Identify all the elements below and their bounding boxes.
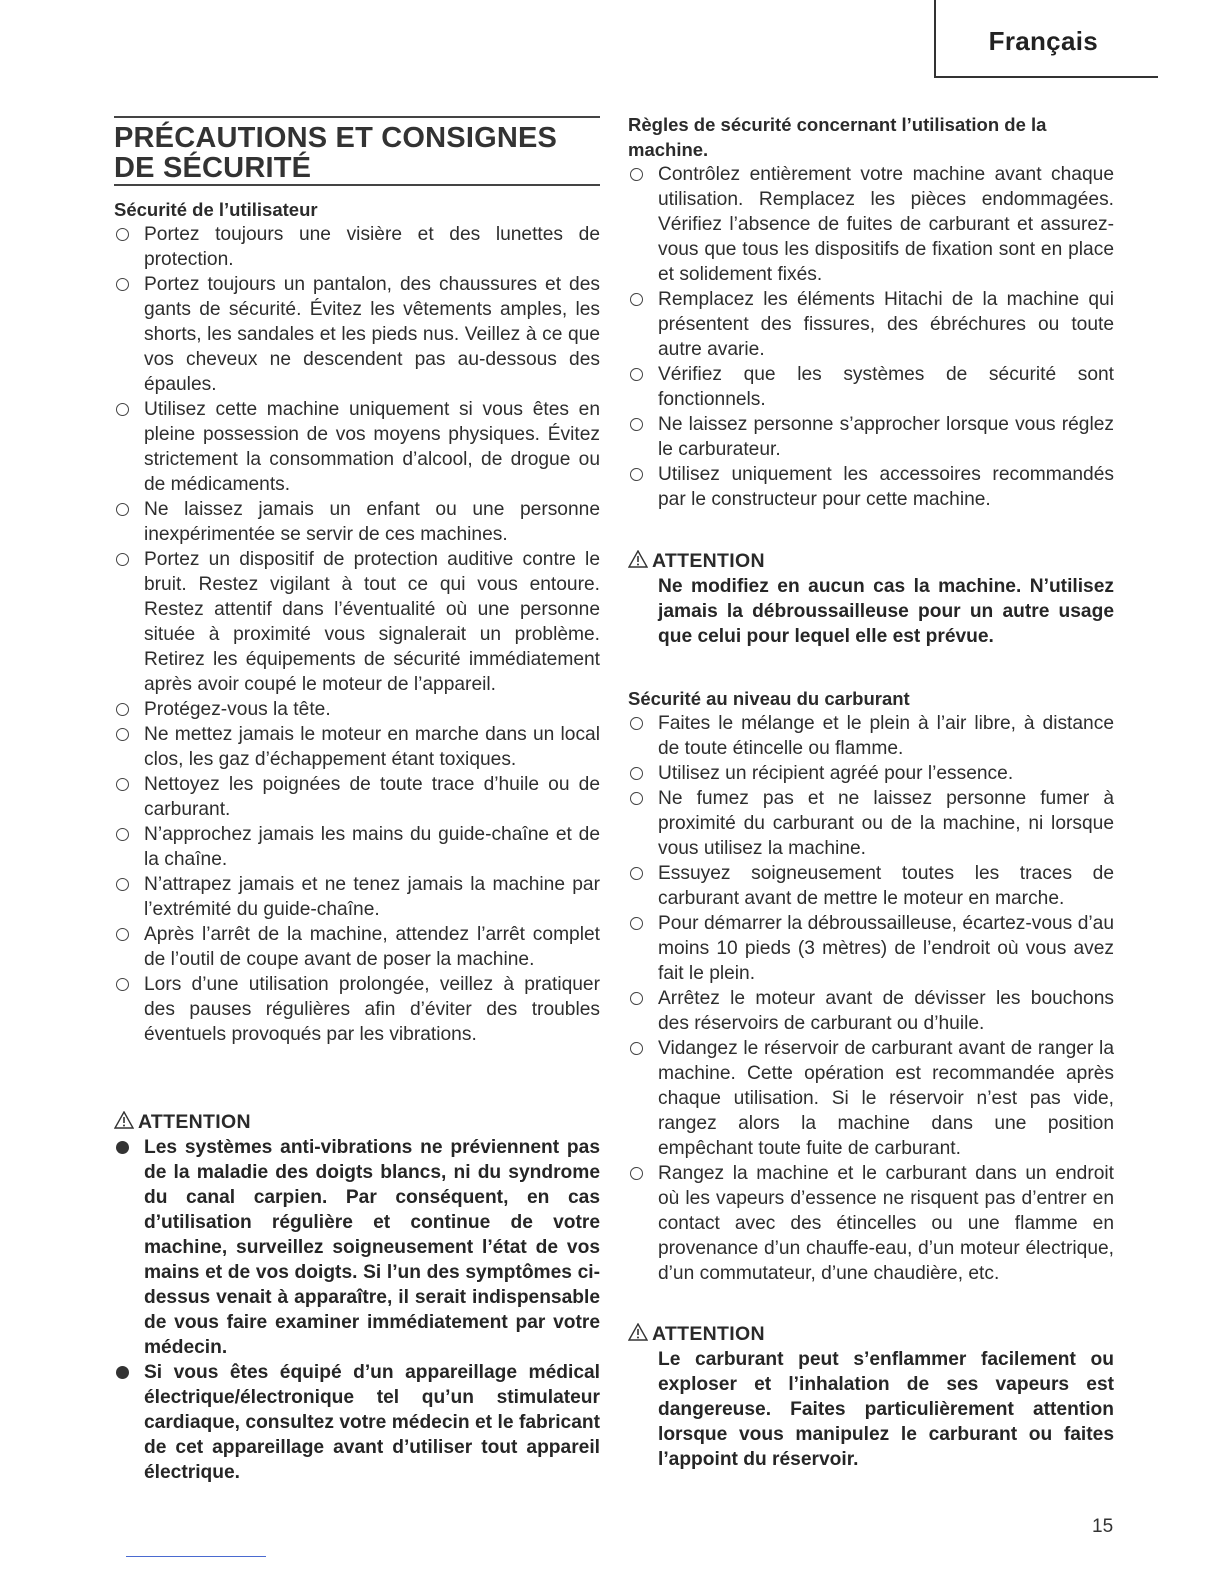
circle-bullet-icon (116, 228, 129, 241)
list-item: Nettoyez les poignées de toute trace d’huile ou de carburant. (114, 772, 600, 822)
circle-bullet-icon (630, 1167, 643, 1180)
warning-triangle-icon (114, 1111, 134, 1129)
circle-bullet-icon (630, 867, 643, 880)
circle-bullet-icon (630, 293, 643, 306)
circle-bullet-icon (630, 792, 643, 805)
warning-triangle-icon (628, 1323, 648, 1341)
list-item: N’attrapez jamais et ne tenez jamais la machine par l’extrémité du guide-chaîne. (114, 872, 600, 922)
language-tab (934, 0, 1158, 78)
circle-bullet-icon (116, 878, 129, 891)
list-item: Portez un dispositif de protection auditive contre le bruit. Restez vigilant à tout ce qui vous entoure. Restez attentif dans l’éventualité où une personne située à proximité vous signalerait un problème. Retirez les équipements de sécurité immédiatement après avoir coupé le moteur de l’appareil. (114, 547, 600, 697)
fuel-safety-heading: Sécurité au niveau du carburant (628, 688, 910, 709)
machine-rules-list (628, 162, 1114, 512)
circle-bullet-icon (116, 828, 129, 841)
list-item: Remplacez les éléments Hitachi de la machine qui présentent des fissures, des ébréchures ou toute autre avarie. (628, 287, 1114, 362)
list-item: Utilisez cette machine uniquement si vous êtes en pleine possession de vos moyens physiques. Évitez strictement la consommation d’alcool, de drogue ou de médicaments. (114, 397, 600, 497)
list-item: Les systèmes anti-vibrations ne préviennent pas de la maladie des doigts blancs, ni du syndrome du canal carpien. Par conséquent, en cas d’utilisation régulière et continue de votre machine, surveillez soigneusement l’état de vos mains et de vos doigts. Si l’un des symptômes ci-dessus venait à apparaître, il serait indispensable de vous faire examiner immédiatement par votre médecin. (114, 1135, 600, 1360)
circle-bullet-icon (630, 168, 643, 181)
list-item: Si vous êtes équipé d’un appareillage médical électrique/électronique tel qu’un stimulateur cardiaque, consultez votre médecin et le fabricant de cet appareillage avant d’utiliser tout appareil électrique. (114, 1360, 600, 1485)
list-item: Essuyez soigneusement toutes les traces de carburant avant de mettre le moteur en marche. (628, 861, 1114, 911)
user-safety-list (114, 222, 600, 1047)
fuel-safety-list (628, 711, 1114, 1286)
list-item: Contrôlez entièrement votre machine avant chaque utilisation. Remplacez les pièces endommagées. Vérifiez l’absence de fuites de carburant et assurez-vous que tous les dispositifs de fixation sont en place et solidement fixés. (628, 162, 1114, 287)
footer-rule (126, 1556, 266, 1557)
warning-triangle-icon (628, 550, 648, 568)
circle-bullet-icon (630, 368, 643, 381)
list-item: Vérifiez que les systèmes de sécurité sont fonctionnels. (628, 362, 1114, 412)
circle-bullet-icon (116, 553, 129, 566)
circle-bullet-icon (116, 703, 129, 716)
page-title-line-2: DE SÉCURITÉ (114, 152, 312, 184)
circle-bullet-icon (116, 978, 129, 991)
circle-bullet-icon (116, 778, 129, 791)
circle-bullet-icon (630, 717, 643, 730)
list-item: N’approchez jamais les mains du guide-chaîne et de la chaîne. (114, 822, 600, 872)
list-item: Utilisez un récipient agréé pour l’essence. (628, 761, 1114, 786)
list-item: Ne laissez personne s’approcher lorsque vous réglez le carburateur. (628, 412, 1114, 462)
circle-bullet-icon (630, 418, 643, 431)
circle-bullet-icon (630, 917, 643, 930)
machine-rules-heading: Règles de sécurité concernant l’utilisation de la machine. (628, 114, 1047, 160)
attention-text: Ne modifiez en aucun cas la machine. N’utilisez jamais la débroussailleuse pour un autre usage que celui pour lequel elle est prévue. (658, 576, 1114, 647)
attention-heading: ATTENTION (628, 549, 765, 574)
list-item: Arrêtez le moteur avant de dévisser les bouchons des réservoirs de carburant ou d’huile. (628, 986, 1114, 1036)
list-item: Portez toujours une visière et des lunettes de protection. (114, 222, 600, 272)
list-item: Vidangez le réservoir de carburant avant de ranger la machine. Cette opération est recommandée après chaque utilisation. Si le réservoir n’est pas vide, rangez alors la machine dans une position empêchant toute fuite de carburant. (628, 1036, 1114, 1161)
circle-bullet-icon (630, 767, 643, 780)
page-title (114, 116, 600, 186)
list-item: Rangez la machine et le carburant dans un endroit où les vapeurs d’essence ne risquent pas d’entrer en contact avec des étincelles ou une flamme en provenance d’un chauffe-eau, d’un moteur électrique, d’un commutateur, d’une chaudière, etc. (628, 1161, 1114, 1286)
user-safety-heading: Sécurité de l’utilisateur (114, 199, 318, 220)
attention-heading: ATTENTION (114, 1110, 251, 1135)
filled-bullet-icon (116, 1366, 129, 1379)
filled-bullet-icon (116, 1141, 129, 1154)
list-item: Utilisez uniquement les accessoires recommandés par le constructeur pour cette machine. (628, 462, 1114, 512)
list-item: Portez toujours un pantalon, des chaussures et des gants de sécurité. Évitez les vêtements amples, les shorts, les sandales et les pieds nus. Veillez à ce que vos cheveux ne descendent pas au-dessous des épaules. (114, 272, 600, 397)
circle-bullet-icon (630, 468, 643, 481)
list-item: Protégez-vous la tête. (114, 697, 600, 722)
page-title-line-1: PRÉCAUTIONS ET CONSIGNES (114, 122, 558, 154)
list-item: Ne mettez jamais le moteur en marche dans un local clos, les gaz d’échappement étant toxiques. (114, 722, 600, 772)
list-item: Ne fumez pas et ne laissez personne fumer à proximité du carburant ou de la machine, ni lorsque vous utilisez la machine. (628, 786, 1114, 861)
circle-bullet-icon (116, 728, 129, 741)
circle-bullet-icon (630, 1042, 643, 1055)
list-item: Pour démarrer la débroussailleuse, écartez-vous d’au moins 10 pieds (3 mètres) de l’endroit où vous avez fait le plein. (628, 911, 1114, 986)
list-item: Lors d’une utilisation prolongée, veillez à pratiquer des pauses régulières afin d’éviter des troubles éventuels provoqués par les vibrations. (114, 972, 600, 1047)
list-item: Ne laissez jamais un enfant ou une personne inexpérimentée se servir de ces machines. (114, 497, 600, 547)
circle-bullet-icon (116, 928, 129, 941)
list-item: Faites le mélange et le plein à l’air libre, à distance de toute étincelle ou flamme. (628, 711, 1114, 761)
page-number: 15 (1092, 1516, 1114, 1537)
attention-list (114, 1135, 600, 1485)
attention-text: Le carburant peut s’enflammer facilement ou exploser et l’inhalation de ses vapeurs est dangereuse. Faites particulièrement attention lorsque vous manipulez le carburant ou faites l’appoint du réservoir. (658, 1349, 1114, 1470)
list-item: Après l’arrêt de la machine, attendez l’arrêt complet de l’outil de coupe avant de poser la machine. (114, 922, 600, 972)
circle-bullet-icon (116, 503, 129, 516)
circle-bullet-icon (116, 403, 129, 416)
attention-heading: ATTENTION (628, 1322, 765, 1347)
circle-bullet-icon (630, 992, 643, 1005)
language-label: Français (988, 26, 1098, 56)
circle-bullet-icon (116, 278, 129, 291)
